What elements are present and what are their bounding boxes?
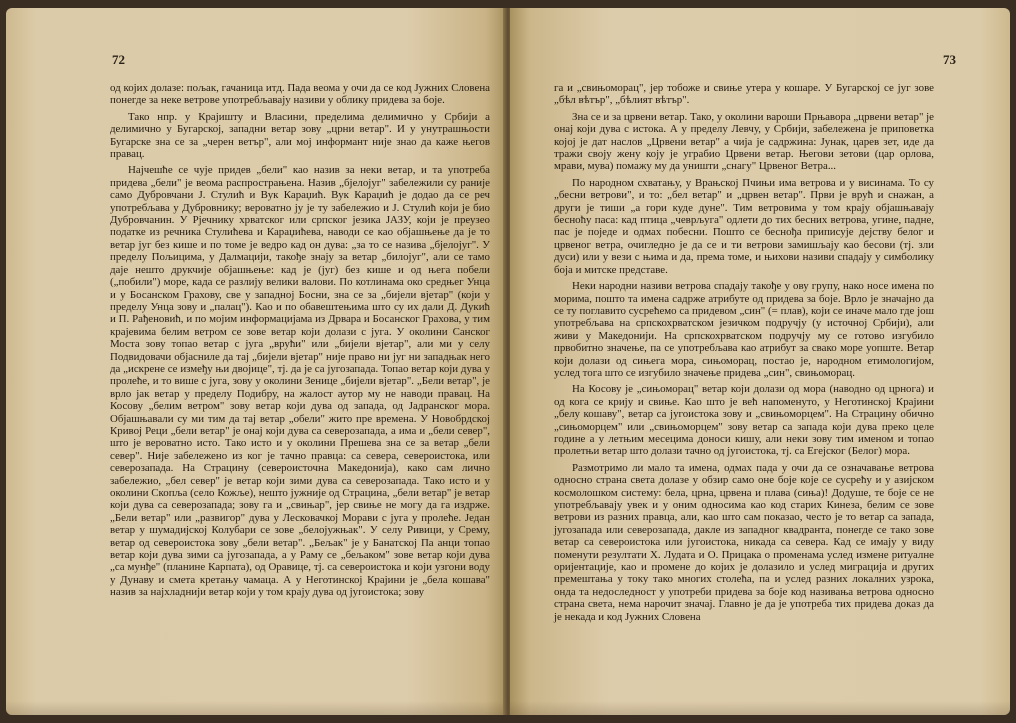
paragraph: По народном схватању, у Врањској Пчињи има ветрова и у висинама. То су „бесни ветрови", и то: „бел ветар" и „црвен ветар". Први је врућ и снажан, а други је тиши „а гори куде дуне". Тим ветровима у том крају објашњавају бесноћу паса: кад птица „чеврљуга" одлети до тих бесних ветрова, угине, падне, пас је поједе и одмах побесни. Пошто се беснођа приписује дејству белог и црвеног ветра, очигледно је да се и ти ветрови замишљају као бесови (тј. зли дуси) или у вези с њима и да, према томе, и њихови називи спадају у симболику боја и митске представе. xyxy=(554,176,934,276)
paragraph: га и „свињоморац", јер тобоже и свиње утера у кошаре. У Бугарској се југ зове „бѣл вѣтър", „бѣлият вѣтър". xyxy=(554,82,934,107)
paragraph: од којих долазе: пољак, гачаница итд. Пада веома у очи да се код Јужних Словена понегде за неке ветрове употребљавају називи у облику придева за боје. xyxy=(110,82,490,107)
paragraph: Тако нпр. у Крајишту и Власини, пределима делимично у Србији а делимично у Бугарској, западни ветар зову „црни ветар". И у унутрашњости Бугарске зна се за „черен ветър", али мој информант није знао да каже његов правац. xyxy=(110,110,490,161)
left-page-number: 72 xyxy=(112,52,125,67)
paragraph: Неки народни називи ветрова спадају такође у ову групу, нако носе имена по морима, пошто та имена садрже атрибуте од придева за боје. Врло је значајно да се ту поглавито сусрећемо са придевом „син" (= плав), који се иначе мало где још употребљава на српскохрватском језичком подручју (у источној Србији), али живи у Македонији. На српскохрватском подручју му се готово изгубило првобитно значење, па се употребљава као атрибут за свако море уопште. Ветар који долази од сињега мора, сињоморац, постао је, народном етимологијом, услед тога што се изгубило значење придева „син", свињоморац. xyxy=(554,280,934,379)
right-page-text xyxy=(554,82,934,627)
left-page xyxy=(6,8,506,715)
page-shadow xyxy=(510,701,1010,715)
page-shadow xyxy=(6,701,506,715)
right-page xyxy=(510,8,1010,715)
paragraph: На Косову је „сињоморац" ветар који долази од мора (наводно од црнога) и од кога се крију и свиње. Као што је већ напоменуто, у Неготинској Крајини „белу кошаву", ветар са југоистока зову и „свињоморцем". На Страцину обично „сињоморцем" или „свињоморцем" зову ветар са запада који дува преко целе године а у летњим месецима доноси кишу, али неки зову тим именом и топао пролетњи ветар што долази тачно од југоистока, тј. са Егејског (Белог) мора. xyxy=(554,383,934,458)
paragraph: Зна се и за црвени ветар. Тако, у околини вароши Прњавора „црвени ветар" је онај који дува с истока. А у пределу Левчу, у Србији, забележена је приповетка којој је дат наслов „Црвени ветар" а чија је садржина: Јунак, царев зет, иде да тражи своју жену коју је уграбио Црвени ветар. Његови зетови (цар орлова, мрави, мува) помажу му да уништи „снагу" Црвеног Ветра... xyxy=(554,110,934,173)
paragraph: Размотримо ли мало та имена, одмах пада у очи да се означавање ветрова односно страна света долазе у обзир само оне боје које се сусрећу и у азијском космолошком систему: бела, црна, црвена и плава (сиња)! Додуше, те боје се не употребљавају увек и у оним односима као код старих Кинеза, белим се зове ветрови из разних правца, али, као што сам показао, често је то ветар са запада, југозапада или северозапада, дакле из западног квадранта, понегде се тако зове ветар са североистока или југоистока, никада са севера. Кад се имају у виду поменути резултати Х. Лудата и О. Прицака о променама услед измене ритуалне оријентације, као и промене до којих је долазило и услед миграција и других премештања у току тако многих столећа, па и услед разних локалних узрока, онда та недоследност у употреби придева за боје код називања ветрова односно страна света, нема нарочит значај. Главно је да је употреба тих придева доказ да је некада и код Јужних Словена xyxy=(554,461,934,623)
right-page-number: 73 xyxy=(943,52,956,67)
paragraph: Најчешће се чује придев „бели" као назив за неки ветар, и та употреба придева „бели" је веома распрострањена. Назив „бјелојуг" забележили су раније само Дубровчани Ј. Стулић и Вук Караџић. Вук Караџић је додао да се реч употребљава у Дубровнику; вероватно ју је ту забележио и Ј. Стулић који је био Дубровчанин. У Рјечнику хрватског или српског језика ЈАЗУ, који је преузео податке из речника Стулићева и Караџићева, наводи се као објашњење да је то ветар југ без кише и по томе је ведро кад он дува: „за то се назива „бјелојуг". У пределу Пољицима, у Далмацији, такође знају за ветар „билојуг", али се тамо даје нешто друкчије објашњење: кад је (југ) без кише и од њега побели („побили") море, када се разлију велики валови. По котлинама око средњег Унца и у Босанском Грахову, све у западној Босни, зна се за „бијели вјетар" (који у пределу Унца зову и „палац"). Као и по обавештењима што су их дали Д. Дукић и П. Рађеновић, и по мојим информацијама из Дрвара и Босанског Грахова, у тим крајевима белим ветром се зове ветар који долази с југа. У околини Санског Моста зову топао ветар с југа „врући" или „бијели вјетар", али ми у селу Подвидовачи објасниле да тај „бијели вјетар" није право ни југ ни западњак него да „искрене се између њи двојице", тј. да је са југозапада. Топао ветар који дува у пролеће, и то више с југа, зову у околини Зенице „бијели вјетар". „Бели ветар", је врло јак ветар у пределу Подибру, на жалост аутор му не наводи правац. На Косову „белим ветром" зову ветар који дува од запада, од Јадранског мора. Објашњавали су ми тим да тај ветар „обели" жито пре времена. У Новобрдској Кривој Реци „бели ветар" је онај који дува са северозапада, а има и „бели север", што је вероватно исто. Тако исто и у околини Прешева зна се за ветар „бели север". Није забележено из ког је тачно правца: са севера, североистока, или северозапада. На Страцину (североисточна Македонија), како сам лично забележио, „бел север" је ветар који зими дува са северозапада. Тако исто и у околини Скопља (село Кожље), нешто јужније од Страцина, „бели ветар" је ветар који дува са северозапада; зову га и „свињар", јер свиње не могу да га издрже. „Бели ветар" или „развигор" дува у Лесковачкој Морави с југа у пролеће. Један ветар у шумадијској Колубари се зове „белојужњак". У селу Ривици, у Срему, ветар од североистока зову „бели ветар". „Бељак" је у Банатској Па анци топао ветар који дува зими са југозапада, а у Раму се „бељаком" зове ветар који дува „са мунђе" (планине Карпата), од Оравице, тј. са североистока и који узгони воду у Дунаву и смета кретању чамаца. А у Неготинској Крајини је „бела кошава" назив за најхладнији ветар који у том крају дува од југоистока; зову xyxy=(110,164,490,599)
left-page-text xyxy=(110,82,490,603)
